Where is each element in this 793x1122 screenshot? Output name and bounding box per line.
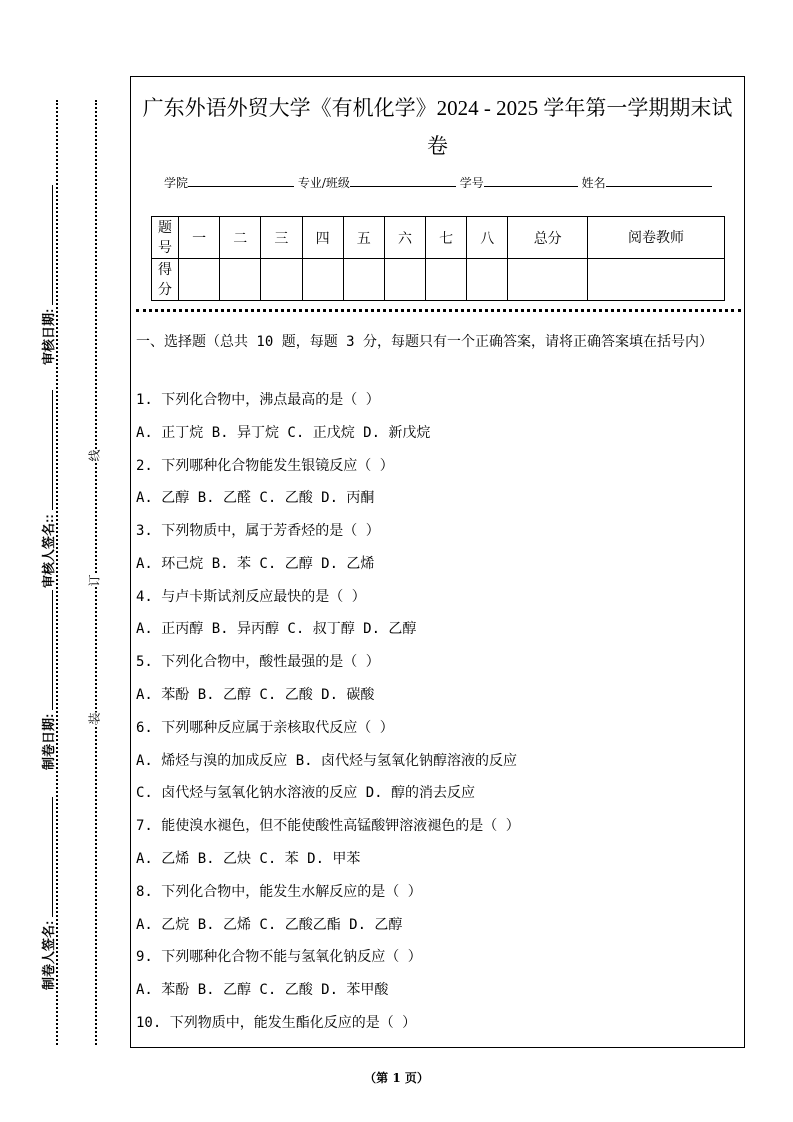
make-date-label: 制卷日期: — [38, 590, 57, 770]
options-2: A. 乙醇 B. 乙醛 C. 乙酸 D. 丙酮 — [136, 490, 375, 506]
score-cell[interactable] — [220, 259, 261, 301]
score-cell[interactable] — [467, 259, 508, 301]
options-3: A. 环己烷 B. 苯 C. 乙醇 D. 乙烯 — [136, 556, 375, 572]
question-4: 4. 与卢卡斯试剂反应最快的是（ ） — [136, 589, 366, 605]
question-9: 9. 下列哪种化合物不能与氢氧化钠反应（ ） — [136, 949, 422, 965]
page-number: （第 1 页） — [364, 1071, 429, 1085]
review-date-label: 审核日期: — [38, 185, 57, 365]
name-field[interactable] — [606, 174, 712, 187]
header-cell: 六 — [384, 217, 425, 259]
options-7: A. 乙烯 B. 乙炔 C. 苯 D. 甲苯 — [136, 851, 361, 867]
header-cell: 总分 — [508, 217, 588, 259]
header-cell: 一 — [179, 217, 220, 259]
header-cell: 五 — [343, 217, 384, 259]
options-4: A. 正丙醇 B. 异丙醇 C. 叔丁醇 D. 乙醇 — [136, 621, 417, 637]
options-5: A. 苯酚 B. 乙醇 C. 乙酸 D. 碳酸 — [136, 687, 375, 703]
question-7: 7. 能使溴水褪色，但不能使酸性高锰酸钾溶液褪色的是（ ） — [136, 818, 520, 834]
reviewer-sign-label: 审核人签名:: — [38, 390, 57, 588]
maker-sign-label: 制卷人签名: — [38, 797, 57, 990]
question-3: 3. 下列物质中，属于芳香烃的是（ ） — [136, 523, 380, 539]
header-cell: 八 — [467, 217, 508, 259]
header-cell: 七 — [426, 217, 467, 259]
options-1: A. 正丁烷 B. 异丁烷 C. 正戊烷 D. 新戊烷 — [136, 425, 431, 441]
student-id-field[interactable] — [484, 174, 578, 187]
score-cell[interactable] — [508, 259, 588, 301]
header-cell: 阅卷教师 — [588, 217, 725, 259]
binding-line-inner — [95, 100, 97, 1045]
exam-frame — [130, 76, 745, 1048]
major-class-field[interactable] — [350, 174, 456, 187]
score-cell[interactable] — [179, 259, 220, 301]
options-8: A. 乙烷 B. 乙烯 C. 乙酸乙酯 D. 乙醇 — [136, 917, 403, 933]
header-cell: 题号 — [152, 217, 179, 259]
options-6-cont: C. 卤代烃与氢氧化钠水溶液的反应 D. 醇的消去反应 — [136, 785, 475, 801]
question-5: 5. 下列化合物中，酸性最强的是（ ） — [136, 654, 380, 670]
name-label: 姓名 — [581, 176, 606, 190]
question-6: 6. 下列哪种反应属于亲核取代反应（ ） — [136, 720, 394, 736]
major-class-label: 专业/班级 — [297, 176, 350, 190]
header-cell: 四 — [302, 217, 343, 259]
score-table — [151, 216, 725, 301]
score-cell[interactable] — [588, 259, 725, 301]
score-cell[interactable] — [426, 259, 467, 301]
header-cell: 三 — [261, 217, 302, 259]
binding-char-xian: 线 — [87, 449, 102, 462]
college-field[interactable] — [188, 174, 294, 187]
options-6: A. 烯烃与溴的加成反应 B. 卤代烃与氢氧化钠醇溶液的反应 — [136, 753, 517, 769]
score-cell[interactable] — [343, 259, 384, 301]
options-9: A. 苯酚 B. 乙醇 C. 乙酸 D. 苯甲酸 — [136, 982, 389, 998]
score-cell[interactable] — [261, 259, 302, 301]
binding-char-ding: 订 — [87, 574, 102, 587]
student-id-label: 学号 — [459, 176, 484, 190]
question-2: 2. 下列哪种化合物能发生银镜反应（ ） — [136, 458, 394, 474]
question-1: 1. 下列化合物中，沸点最高的是（ ） — [136, 392, 380, 408]
section-heading: 一、选择题（总共 10 题，每题 3 分，每题只有一个正确答案，请将正确答案填在括号内） — [136, 334, 713, 350]
score-table-header — [152, 217, 725, 259]
college-label: 学院 — [164, 176, 189, 190]
exam-title: 广东外语外贸大学《有机化学》2024 - 2025 学年第一学期期末试 — [142, 96, 733, 120]
student-info-row — [164, 174, 712, 191]
separator-dotted — [136, 309, 741, 312]
row-label-cell: 得分 — [152, 259, 179, 301]
score-cell[interactable] — [302, 259, 343, 301]
exam-title-cont: 卷 — [427, 134, 448, 158]
header-cell: 二 — [220, 217, 261, 259]
question-10: 10. 下列物质中，能发生酯化反应的是（ ） — [136, 1015, 417, 1031]
score-cell[interactable] — [384, 259, 425, 301]
score-table-row — [152, 259, 725, 301]
binding-char-zhuang: 装 — [87, 712, 102, 725]
question-8: 8. 下列化合物中，能发生水解反应的是（ ） — [136, 884, 422, 900]
